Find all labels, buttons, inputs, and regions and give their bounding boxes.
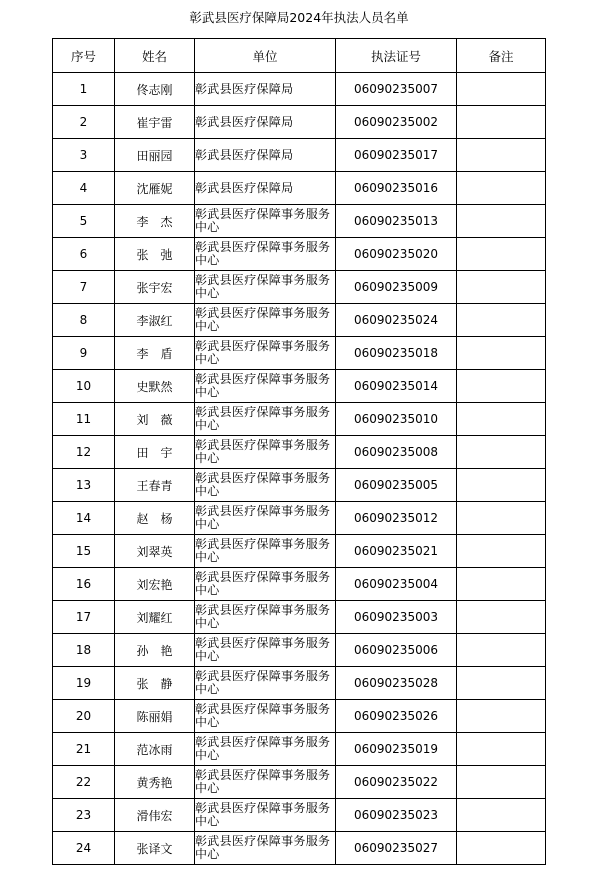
unit-text: 彰武县医疗保障事务服务中心 xyxy=(195,538,331,564)
table-row xyxy=(53,205,546,238)
cell-unit xyxy=(195,502,336,535)
cell-seq: 5 xyxy=(53,205,115,238)
unit-text: 彰武县医疗保障事务服务中心 xyxy=(195,307,331,333)
cell-seq: 10 xyxy=(53,370,115,403)
cell-unit xyxy=(195,667,336,700)
cell-name: 滑伟宏 xyxy=(115,799,195,832)
table-row xyxy=(53,271,546,304)
cell-seq: 15 xyxy=(53,535,115,568)
cell-note xyxy=(457,601,546,634)
table-row xyxy=(53,139,546,172)
table-row xyxy=(53,337,546,370)
cell-cert: 06090235021 xyxy=(336,535,457,568)
cell-name: 李淑红 xyxy=(115,304,195,337)
cell-seq: 16 xyxy=(53,568,115,601)
cell-cert: 06090235008 xyxy=(336,436,457,469)
unit-text: 彰武县医疗保障事务服务中心 xyxy=(195,769,331,795)
cell-note xyxy=(457,370,546,403)
header-note: 备注 xyxy=(457,39,546,73)
cell-name: 张译文 xyxy=(115,832,195,865)
cell-seq: 9 xyxy=(53,337,115,370)
cell-note xyxy=(457,403,546,436)
cell-unit xyxy=(195,436,336,469)
cell-note xyxy=(457,436,546,469)
cell-unit xyxy=(195,568,336,601)
table-row xyxy=(53,436,546,469)
table-row xyxy=(53,535,546,568)
cell-cert: 06090235020 xyxy=(336,238,457,271)
unit-text: 彰武县医疗保障事务服务中心 xyxy=(195,604,331,630)
unit-text: 彰武县医疗保障局 xyxy=(195,115,294,129)
cell-unit xyxy=(195,733,336,766)
cell-seq: 24 xyxy=(53,832,115,865)
cell-cert: 06090235004 xyxy=(336,568,457,601)
cell-cert: 06090235028 xyxy=(336,667,457,700)
cell-unit xyxy=(195,766,336,799)
cell-name: 史默然 xyxy=(115,370,195,403)
table-row xyxy=(53,172,546,205)
cell-note xyxy=(457,502,546,535)
cell-seq: 13 xyxy=(53,469,115,502)
unit-text: 彰武县医疗保障事务服务中心 xyxy=(195,208,331,234)
cell-seq: 3 xyxy=(53,139,115,172)
unit-text: 彰武县医疗保障事务服务中心 xyxy=(195,670,331,696)
table-row xyxy=(53,469,546,502)
cell-seq: 6 xyxy=(53,238,115,271)
cell-unit xyxy=(195,73,336,106)
cell-cert: 06090235022 xyxy=(336,766,457,799)
cell-unit xyxy=(195,205,336,238)
cell-name: 李 杰 xyxy=(115,205,195,238)
unit-text: 彰武县医疗保障事务服务中心 xyxy=(195,439,331,465)
cell-cert: 06090235014 xyxy=(336,370,457,403)
cell-name: 陈丽娟 xyxy=(115,700,195,733)
table-row xyxy=(53,73,546,106)
header-unit: 单位 xyxy=(195,39,336,73)
cell-cert: 06090235005 xyxy=(336,469,457,502)
unit-text: 彰武县医疗保障局 xyxy=(195,148,294,162)
cell-seq: 18 xyxy=(53,634,115,667)
cell-seq: 23 xyxy=(53,799,115,832)
cell-seq: 19 xyxy=(53,667,115,700)
cell-unit xyxy=(195,700,336,733)
unit-text: 彰武县医疗保障事务服务中心 xyxy=(195,571,331,597)
cell-seq: 2 xyxy=(53,106,115,139)
cell-name: 孙 艳 xyxy=(115,634,195,667)
header-name: 姓名 xyxy=(115,39,195,73)
cell-cert: 06090235006 xyxy=(336,634,457,667)
cell-note xyxy=(457,73,546,106)
table-row xyxy=(53,667,546,700)
cell-name: 田丽园 xyxy=(115,139,195,172)
cell-note xyxy=(457,700,546,733)
cell-note xyxy=(457,634,546,667)
cell-note xyxy=(457,205,546,238)
cell-name: 张 弛 xyxy=(115,238,195,271)
cell-note xyxy=(457,766,546,799)
unit-text: 彰武县医疗保障事务服务中心 xyxy=(195,472,331,498)
cell-seq: 22 xyxy=(53,766,115,799)
cell-name: 张 静 xyxy=(115,667,195,700)
personnel-table xyxy=(52,38,546,865)
cell-note xyxy=(457,799,546,832)
cell-note xyxy=(457,271,546,304)
table-row xyxy=(53,634,546,667)
cell-name: 范冰雨 xyxy=(115,733,195,766)
unit-text: 彰武县医疗保障事务服务中心 xyxy=(195,241,331,267)
cell-unit xyxy=(195,139,336,172)
table-row xyxy=(53,568,546,601)
cell-seq: 11 xyxy=(53,403,115,436)
cell-note xyxy=(457,667,546,700)
cell-unit xyxy=(195,832,336,865)
cell-cert: 06090235019 xyxy=(336,733,457,766)
cell-note xyxy=(457,832,546,865)
cell-seq: 1 xyxy=(53,73,115,106)
table-row xyxy=(53,502,546,535)
cell-cert: 06090235013 xyxy=(336,205,457,238)
cell-cert: 06090235026 xyxy=(336,700,457,733)
cell-cert: 06090235003 xyxy=(336,601,457,634)
table-row xyxy=(53,832,546,865)
header-seq: 序号 xyxy=(53,39,115,73)
document-title: 彰武县医疗保障局2024年执法人员名单 xyxy=(189,10,409,25)
table-row xyxy=(53,700,546,733)
cell-cert: 06090235023 xyxy=(336,799,457,832)
cell-name: 张宇宏 xyxy=(115,271,195,304)
unit-text: 彰武县医疗保障事务服务中心 xyxy=(195,736,331,762)
table-row xyxy=(53,601,546,634)
cell-name: 赵 杨 xyxy=(115,502,195,535)
cell-unit xyxy=(195,271,336,304)
cell-seq: 4 xyxy=(53,172,115,205)
unit-text: 彰武县医疗保障事务服务中心 xyxy=(195,406,331,432)
table-row xyxy=(53,733,546,766)
cell-cert: 06090235009 xyxy=(336,271,457,304)
unit-text: 彰武县医疗保障事务服务中心 xyxy=(195,340,331,366)
cell-cert: 06090235010 xyxy=(336,403,457,436)
cell-note xyxy=(457,172,546,205)
cell-note xyxy=(457,535,546,568)
cell-seq: 21 xyxy=(53,733,115,766)
cell-name: 沈雁妮 xyxy=(115,172,195,205)
cell-name: 李 盾 xyxy=(115,337,195,370)
cell-unit xyxy=(195,799,336,832)
cell-note xyxy=(457,238,546,271)
cell-cert: 06090235024 xyxy=(336,304,457,337)
cell-name: 黄秀艳 xyxy=(115,766,195,799)
cell-note xyxy=(457,733,546,766)
cell-seq: 12 xyxy=(53,436,115,469)
table-row xyxy=(53,370,546,403)
cell-unit xyxy=(195,337,336,370)
cell-unit xyxy=(195,172,336,205)
cell-unit xyxy=(195,106,336,139)
cell-name: 刘翠英 xyxy=(115,535,195,568)
table-body xyxy=(53,73,546,865)
cell-cert: 06090235002 xyxy=(336,106,457,139)
cell-cert: 06090235018 xyxy=(336,337,457,370)
unit-text: 彰武县医疗保障事务服务中心 xyxy=(195,637,331,663)
unit-text: 彰武县医疗保障事务服务中心 xyxy=(195,274,331,300)
cell-unit xyxy=(195,601,336,634)
cell-seq: 14 xyxy=(53,502,115,535)
unit-text: 彰武县医疗保障局 xyxy=(195,181,294,195)
cell-unit xyxy=(195,634,336,667)
cell-name: 田 宇 xyxy=(115,436,195,469)
cell-cert: 06090235007 xyxy=(336,73,457,106)
cell-name: 刘耀红 xyxy=(115,601,195,634)
cell-note xyxy=(457,304,546,337)
unit-text: 彰武县医疗保障事务服务中心 xyxy=(195,373,331,399)
cell-note xyxy=(457,106,546,139)
cell-note xyxy=(457,337,546,370)
header-row xyxy=(53,39,546,73)
cell-unit xyxy=(195,370,336,403)
unit-text: 彰武县医疗保障事务服务中心 xyxy=(195,802,331,828)
cell-seq: 20 xyxy=(53,700,115,733)
cell-name: 刘 薇 xyxy=(115,403,195,436)
cell-note xyxy=(457,469,546,502)
cell-seq: 8 xyxy=(53,304,115,337)
cell-name: 王春青 xyxy=(115,469,195,502)
table-row xyxy=(53,106,546,139)
table-row xyxy=(53,238,546,271)
cell-cert: 06090235012 xyxy=(336,502,457,535)
header-cert: 执法证号 xyxy=(336,39,457,73)
cell-cert: 06090235016 xyxy=(336,172,457,205)
table-row xyxy=(53,799,546,832)
cell-note xyxy=(457,568,546,601)
unit-text: 彰武县医疗保障事务服务中心 xyxy=(195,505,331,531)
cell-cert: 06090235027 xyxy=(336,832,457,865)
table-row xyxy=(53,403,546,436)
cell-seq: 7 xyxy=(53,271,115,304)
unit-text: 彰武县医疗保障局 xyxy=(195,82,294,96)
cell-unit xyxy=(195,403,336,436)
cell-unit xyxy=(195,535,336,568)
cell-seq: 17 xyxy=(53,601,115,634)
cell-cert: 06090235017 xyxy=(336,139,457,172)
table-row xyxy=(53,766,546,799)
cell-name: 刘宏艳 xyxy=(115,568,195,601)
cell-unit xyxy=(195,238,336,271)
cell-note xyxy=(457,139,546,172)
cell-unit xyxy=(195,304,336,337)
unit-text: 彰武县医疗保障事务服务中心 xyxy=(195,703,331,729)
unit-text: 彰武县医疗保障事务服务中心 xyxy=(195,835,331,861)
cell-name: 佟志刚 xyxy=(115,73,195,106)
table-row xyxy=(53,304,546,337)
cell-unit xyxy=(195,469,336,502)
cell-name: 崔宇雷 xyxy=(115,106,195,139)
